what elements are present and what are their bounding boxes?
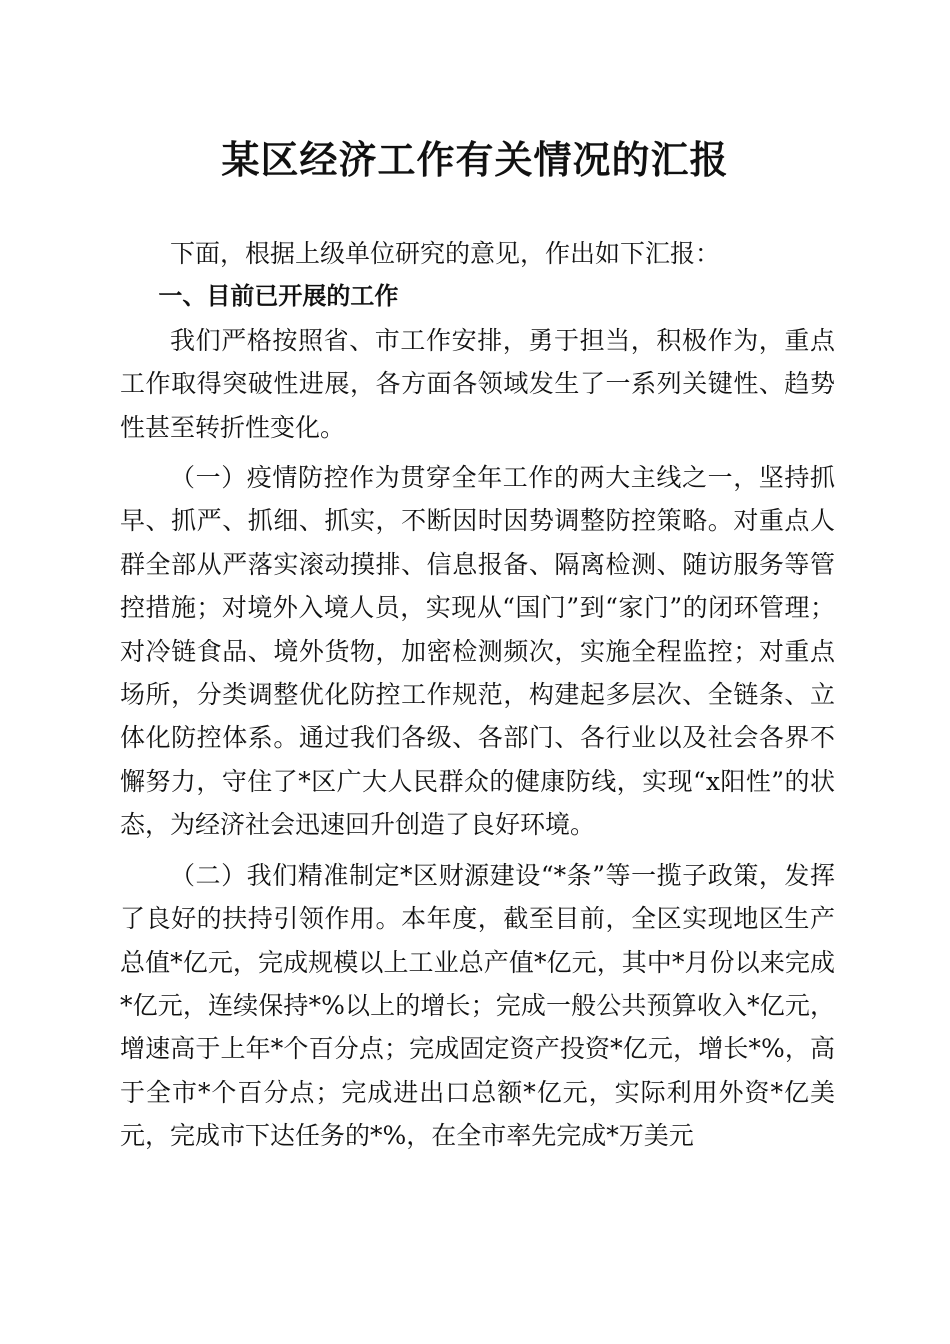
body-paragraph: （一）疫情防控作为贯穿全年工作的两大主线之一，坚持抓早、抓严、抓细、抓实，不断因时因势调整防控策略。对重点人群全部从严落实滚动摸排、信息报备、隔离检测、随访服务等管控措施；对境外入境人员，实现从“国门”到“家门”的闭环管理；对冷链食品、境外货物，加密检测频次，实施全程监控；对重点场所，分类调整优化防控工作规范，构建起多层次、全链条、立体化防控体系。通过我们各级、各部门、各行业以及社会各界不懈努力，守住了*区广大人民群众的健康防线，实现“x阳性”的状态，为经济社会迅速回升创造了良好环境。 — [120, 463, 835, 840]
body-paragraph: （二）我们精准制定*区财源建设“*条”等一揽子政策，发挥了良好的扶持引领作用。本年度，截至目前，全区实现地区生产总值*亿元，完成规模以上工业总产值*亿元，其中*月份以来完成*亿元，连续保持*%以上的增长；完成一般公共预算收入*亿元，增速高于上年*个百分点；完成固定资产投资*亿元，增长*%，高于全市*个百分点；完成进出口总额*亿元，实际利用外资*亿美元，完成市下达任务的*%，在全市率先完成*万美元 — [120, 860, 835, 1151]
document-title: 某区经济工作有关情况的汇报 — [221, 137, 729, 182]
document-body — [120, 232, 835, 1158]
body-paragraph: 我们严格按照省、市工作安排，勇于担当，积极作为，重点工作取得突破性进展，各方面各领域发生了一系列关键性、趋势性甚至转折性变化。 — [120, 325, 835, 442]
section-heading: 一、目前已开展的工作 — [158, 282, 399, 311]
intro-paragraph: 下面，根据上级单位研究的意见，作出如下汇报： — [170, 239, 721, 268]
